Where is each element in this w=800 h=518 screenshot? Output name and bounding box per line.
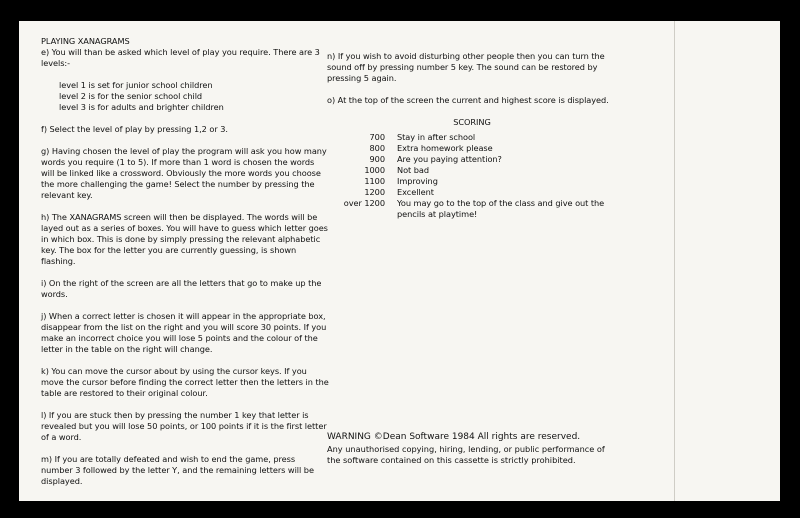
score-text: Stay in after school <box>397 132 476 142</box>
warning-heading: WARNING ©Dean Software 1984 All rights are reserved. <box>327 432 581 442</box>
score-text: Are you paying attention? <box>397 154 502 164</box>
score-points: 1200 <box>364 187 385 197</box>
score-points: 1100 <box>364 176 385 186</box>
right-column <box>327 51 617 220</box>
paragraph-n: n) If you wish to avoid disturbing other people then you can turn the sound off by pressing number 5 key. The sound can be restored by pressing 5 again. <box>327 51 605 83</box>
score-points: 700 <box>369 132 385 142</box>
score-text: Not bad <box>397 165 430 175</box>
paragraph-f: f) Select the level of play by pressing 1,2 or 3. <box>41 124 228 134</box>
score-text: You may go to the top of the class and give out the pencils at playtime! <box>397 198 605 219</box>
copyright-warning <box>327 432 617 466</box>
score-row <box>327 143 617 154</box>
warning-text: Any unauthorised copying, hiring, lending, or public performance of the software contained on this cassette is strictly prohibited. <box>327 444 605 465</box>
scoring-title: SCORING <box>453 117 491 127</box>
score-text: Excellent <box>397 187 434 197</box>
left-column <box>41 36 329 487</box>
paragraph-j: j) When a correct letter is chosen it will appear in the appropriate box, disappear from the list on the right and you will score 30 points. If you make an incorrect choice you will lose 5 points and the colour of the letter in the table on the right will change. <box>41 311 327 354</box>
score-row <box>327 154 617 165</box>
score-points: 1000 <box>364 165 385 175</box>
paragraph-i: i) On the right of the screen are all the letters that go to make up the words. <box>41 278 322 299</box>
fold-line <box>674 21 675 501</box>
paragraph-l: l) If you are stuck then by pressing the number 1 key that letter is revealed but you will lose 50 points, or 100 points if it is the first letter of a word. <box>41 410 327 442</box>
paragraph-e: e) You will than be asked which level of play you require. There are 3 levels:- <box>41 47 320 68</box>
score-row <box>327 198 617 220</box>
level-1: level 1 is set for junior school children <box>59 80 213 90</box>
score-row <box>327 132 617 143</box>
score-points: 900 <box>369 154 385 164</box>
score-row <box>327 165 617 176</box>
paragraph-k: k) You can move the cursor about by using the cursor keys. If you move the cursor before finding the correct letter then the letters in the table are restored to their original colour. <box>41 366 329 398</box>
score-row <box>327 187 617 198</box>
score-points: 800 <box>369 143 385 153</box>
level-2: level 2 is for the senior school child <box>59 91 203 101</box>
scoring-table <box>327 132 617 220</box>
paragraph-o: o) At the top of the screen the current and highest score is displayed. <box>327 95 609 105</box>
paragraph-g: g) Having chosen the level of play the program will ask you how many words you require (1 to 5). If more than 1 word is chosen the words will be linked like a crossword. Obviously the more words you choose the more challenging the game! Select the number by pressing the relevant key. <box>41 146 327 200</box>
score-text: Extra homework please <box>397 143 493 153</box>
paragraph-h: h) The XANAGRAMS screen will then be displayed. The words will be layed out as a series of boxes. You will have to guess which letter goes in which box. This is done by simply pressing the relevant alphabetic key. The box for the letter you are currently guessing, is shown flashing. <box>41 212 328 266</box>
score-row <box>327 176 617 187</box>
section-heading: PLAYING XANAGRAMS <box>41 36 130 46</box>
score-points: over 1200 <box>343 198 385 208</box>
level-3: level 3 is for adults and brighter children <box>59 102 224 112</box>
score-text: Improving <box>397 176 438 186</box>
paragraph-m: m) If you are totally defeated and wish to end the game, press number 3 followed by the letter Y, and the remaining letters will be displayed. <box>41 454 314 486</box>
instruction-sheet <box>19 21 780 501</box>
